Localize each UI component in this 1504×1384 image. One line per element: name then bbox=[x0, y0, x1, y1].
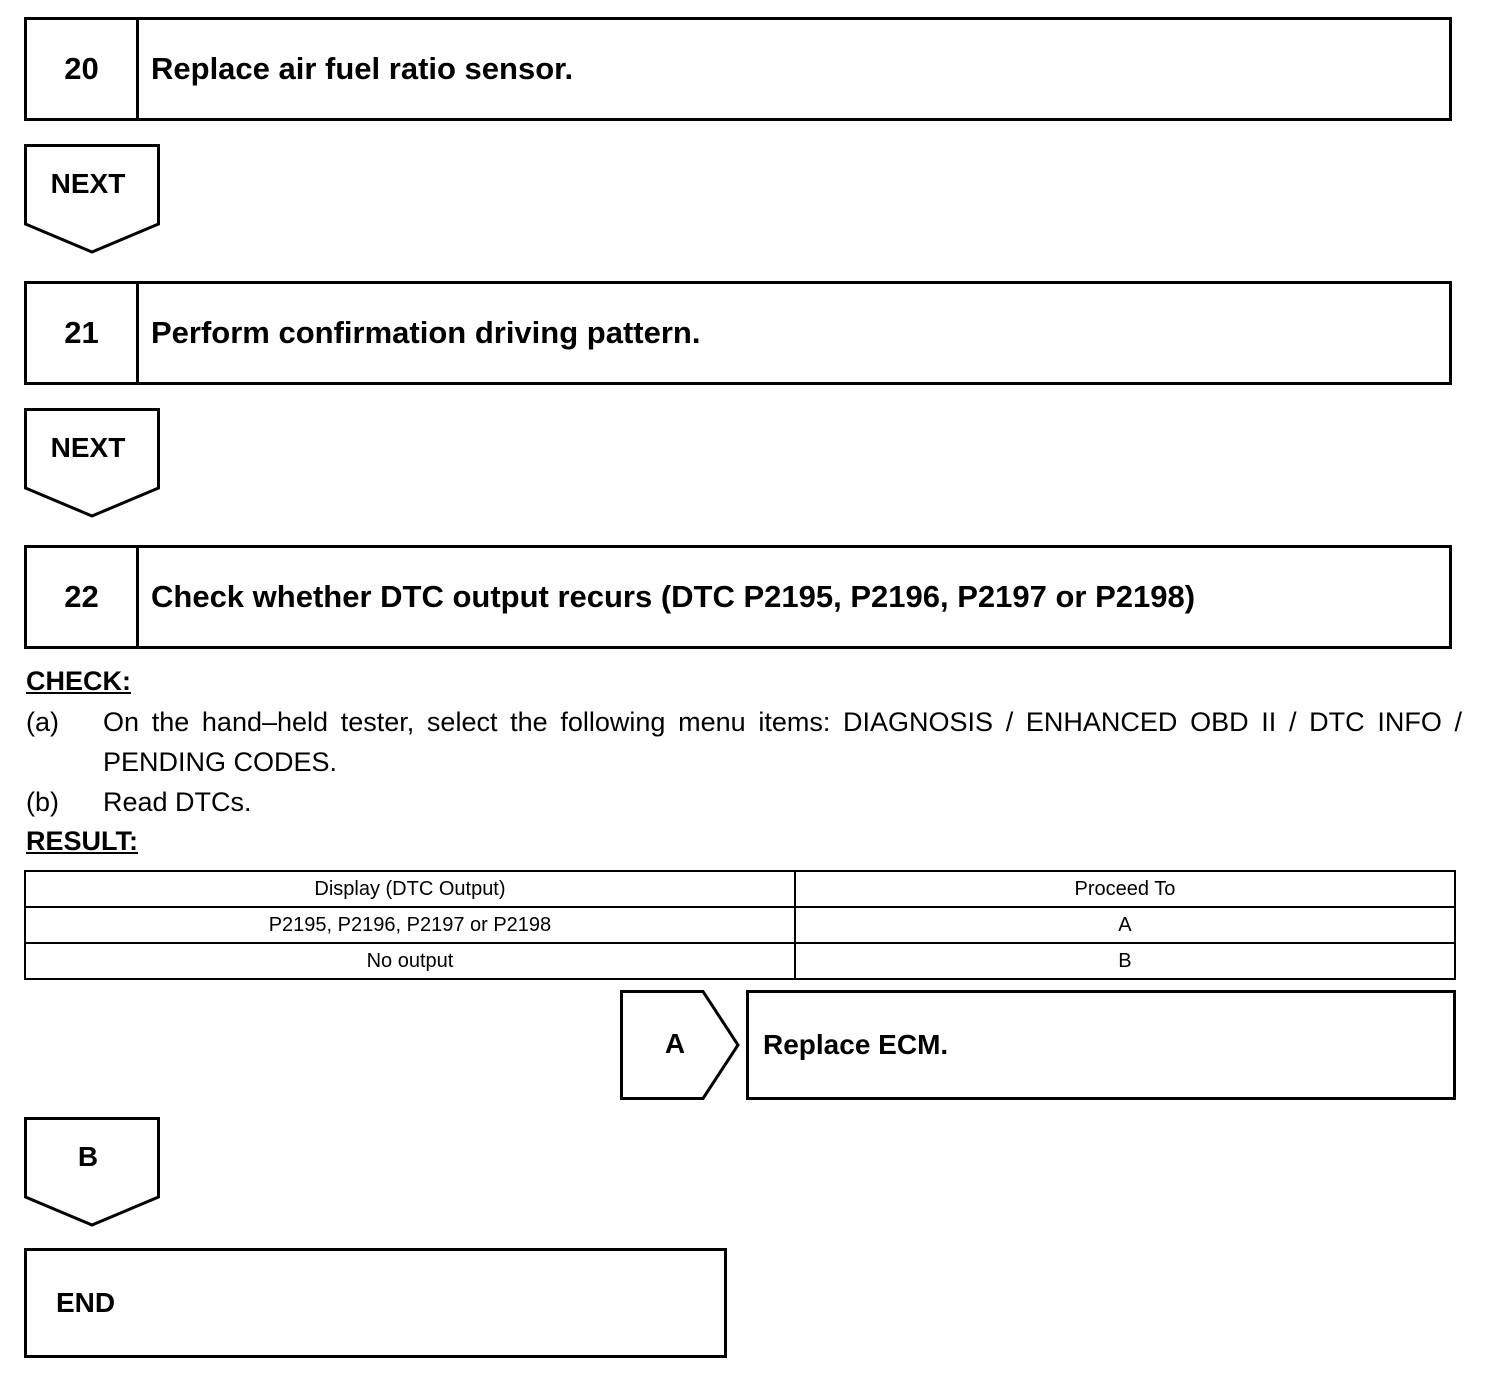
step-number: 22 bbox=[27, 548, 139, 646]
check-heading: CHECK: bbox=[26, 666, 131, 696]
item-text: On the hand–held tester, select the following menu items: DIAGNOSIS / ENHANCED OBD II / DTC INFO / PENDING CODES. bbox=[103, 707, 1462, 777]
table-cell: B bbox=[795, 943, 1455, 979]
item-text: Read DTCs. bbox=[103, 787, 252, 817]
branch-a-arrow bbox=[620, 990, 744, 1102]
table-row bbox=[25, 943, 1455, 979]
table-cell: A bbox=[795, 907, 1455, 943]
branch-a-label: A bbox=[664, 1028, 686, 1059]
check-item-b bbox=[26, 782, 1462, 822]
end-box bbox=[24, 1248, 727, 1358]
step-title: Check whether DTC output recurs (DTC P2195, P2196, P2197 or P2198) bbox=[151, 579, 1196, 614]
table-cell: P2195, P2196, P2197 or P2198 bbox=[25, 907, 795, 943]
column-header: Proceed To bbox=[795, 871, 1455, 907]
replace-ecm-box bbox=[746, 990, 1456, 1100]
action-text: Replace ECM. bbox=[763, 1029, 949, 1060]
step-title: Replace air fuel ratio sensor. bbox=[151, 51, 574, 86]
down-arrow-icon bbox=[24, 1117, 164, 1229]
down-arrow-icon bbox=[24, 144, 164, 256]
next-label: NEXT bbox=[50, 432, 126, 463]
table-header-row bbox=[25, 871, 1455, 907]
branch-b-arrow bbox=[24, 1117, 164, 1229]
step-21-box bbox=[24, 281, 1452, 385]
column-header: Display (DTC Output) bbox=[25, 871, 795, 907]
step-20-box bbox=[24, 17, 1452, 121]
check-item-a bbox=[26, 702, 1462, 782]
next-arrow bbox=[24, 408, 164, 520]
step-number: 20 bbox=[27, 20, 139, 118]
item-label: (b) bbox=[26, 787, 59, 817]
next-label: NEXT bbox=[50, 168, 126, 199]
step-22-box bbox=[24, 545, 1452, 649]
result-table bbox=[24, 870, 1456, 980]
next-arrow bbox=[24, 144, 164, 256]
table-cell: No output bbox=[25, 943, 795, 979]
branch-b-label: B bbox=[77, 1141, 99, 1172]
step-title: Perform confirmation driving pattern. bbox=[151, 315, 701, 350]
item-label: (a) bbox=[26, 707, 59, 737]
table-row bbox=[25, 907, 1455, 943]
result-heading: RESULT: bbox=[26, 826, 138, 856]
down-arrow-icon bbox=[24, 408, 164, 520]
step-number: 21 bbox=[27, 284, 139, 382]
end-label: END bbox=[56, 1287, 116, 1318]
